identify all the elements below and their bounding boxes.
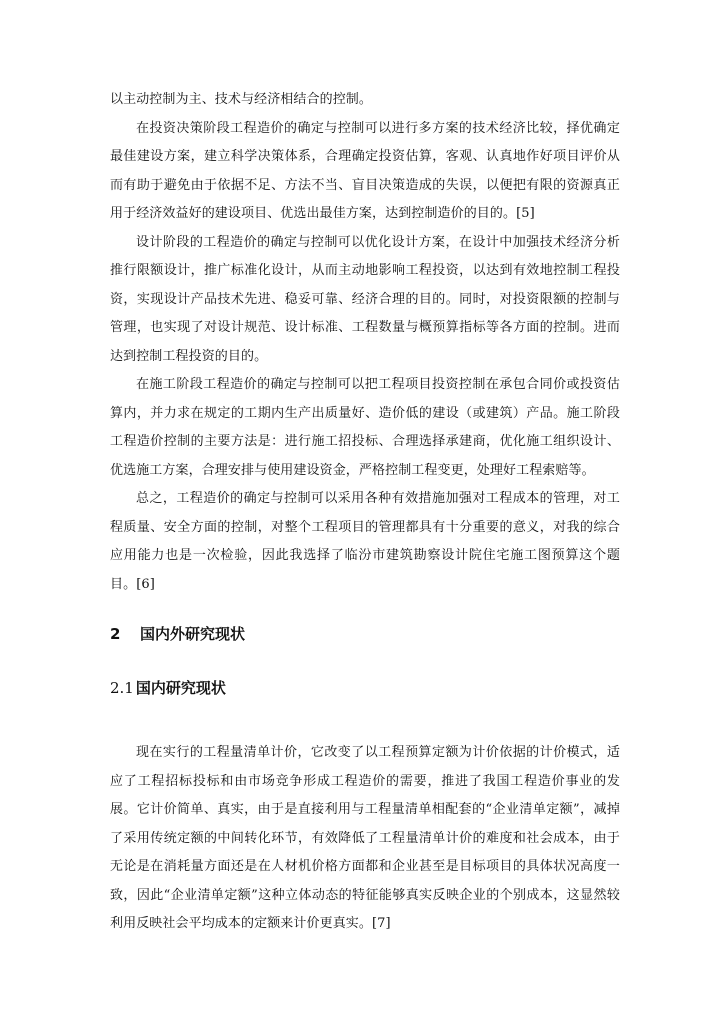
paragraph-4: 在施工阶段工程造价的确定与控制可以把工程项目投资控制在承包合同价或投资估算内，并力求在规定的工期内生产出质量好、造价低的建设（或建筑）产品。施工阶段工程造价控制的主要方法是：进行施工招投标、合理选择承建商，优化施工组织设计、优选施工方案，合理安排与使用建设资金，严格控制工程变更，处理好工程索赔等。 [110, 377, 620, 478]
paragraph-3: 设计阶段的工程造价的确定与控制可以优化设计方案，在设计中加强技术经济分析推行限额设计，推广标准化设计，从而主动地影响工程投资，以达到有效地控制工程投资，实现设计产品技术先进、稳妥可靠、经济合理的目的。同时，对投资限额的控制与管理，也实现了对设计规范、设计标准、工程数量与概预算指标等各方面的控制。进而达到控制工程投资的目的。 [110, 234, 620, 364]
paragraph-2: 在投资决策阶段工程造价的确定与控制可以进行多方案的技术经济比较，择优确定最佳建设方案，建立科学决策体系，合理确定投资估算，客观、认真地作好项目评价从而有助于避免由于依据不足、方法不当、盲目决策造成的失误，以便把有限的资源真正用于经济效益好的建设项目、优选出最佳方案，达到控制造价的目的。[5] [110, 120, 620, 221]
paragraph-5: 总之，工程造价的确定与控制可以采用各种有效措施加强对工程成本的管理，对工程质量、安全方面的控制，对整个工程项目的管理都具有十分重要的意义，对我的综合应用能力也是一次检验，因此我选择了临汾市建筑勘察设计院住宅施工图预算这个题目。[6] [110, 491, 620, 592]
subsection-number: 2.1 [110, 679, 134, 697]
paragraph-1: 以主动控制为主、技术与经济相结合的控制。 [110, 92, 373, 107]
section-number: 2 [110, 625, 121, 643]
section-title: 国内外研究现状 [140, 625, 246, 643]
paragraph-6: 现在实行的工程量清单计价，它改变了以工程预算定额为计价依据的计价模式，适应了工程招标投标和由市场竞争形成工程造价的需要，推进了我国工程造价事业的发展。它计价简单、真实，由于是直接利用与工程量清单相配套的“企业清单定额”，减掉了采用传统定额的中间转化环节，有效降低了工程量清单计价的难度和社会成本，由于无论是在消耗量方面还是在人材机价格方面都和企业甚至是目标项目的具体状况高度一致，因此“企业清单定额”这种立体动态的特征能够真实反映企业的个别成本，这显然较利用反映社会平均成本的定额来计价更真实。[7] [110, 745, 620, 931]
document-body [110, 86, 620, 939]
subsection-title: 国内研究现状 [135, 679, 226, 697]
subsection-heading-2-1 [110, 677, 620, 699]
section-heading-2 [110, 623, 620, 645]
